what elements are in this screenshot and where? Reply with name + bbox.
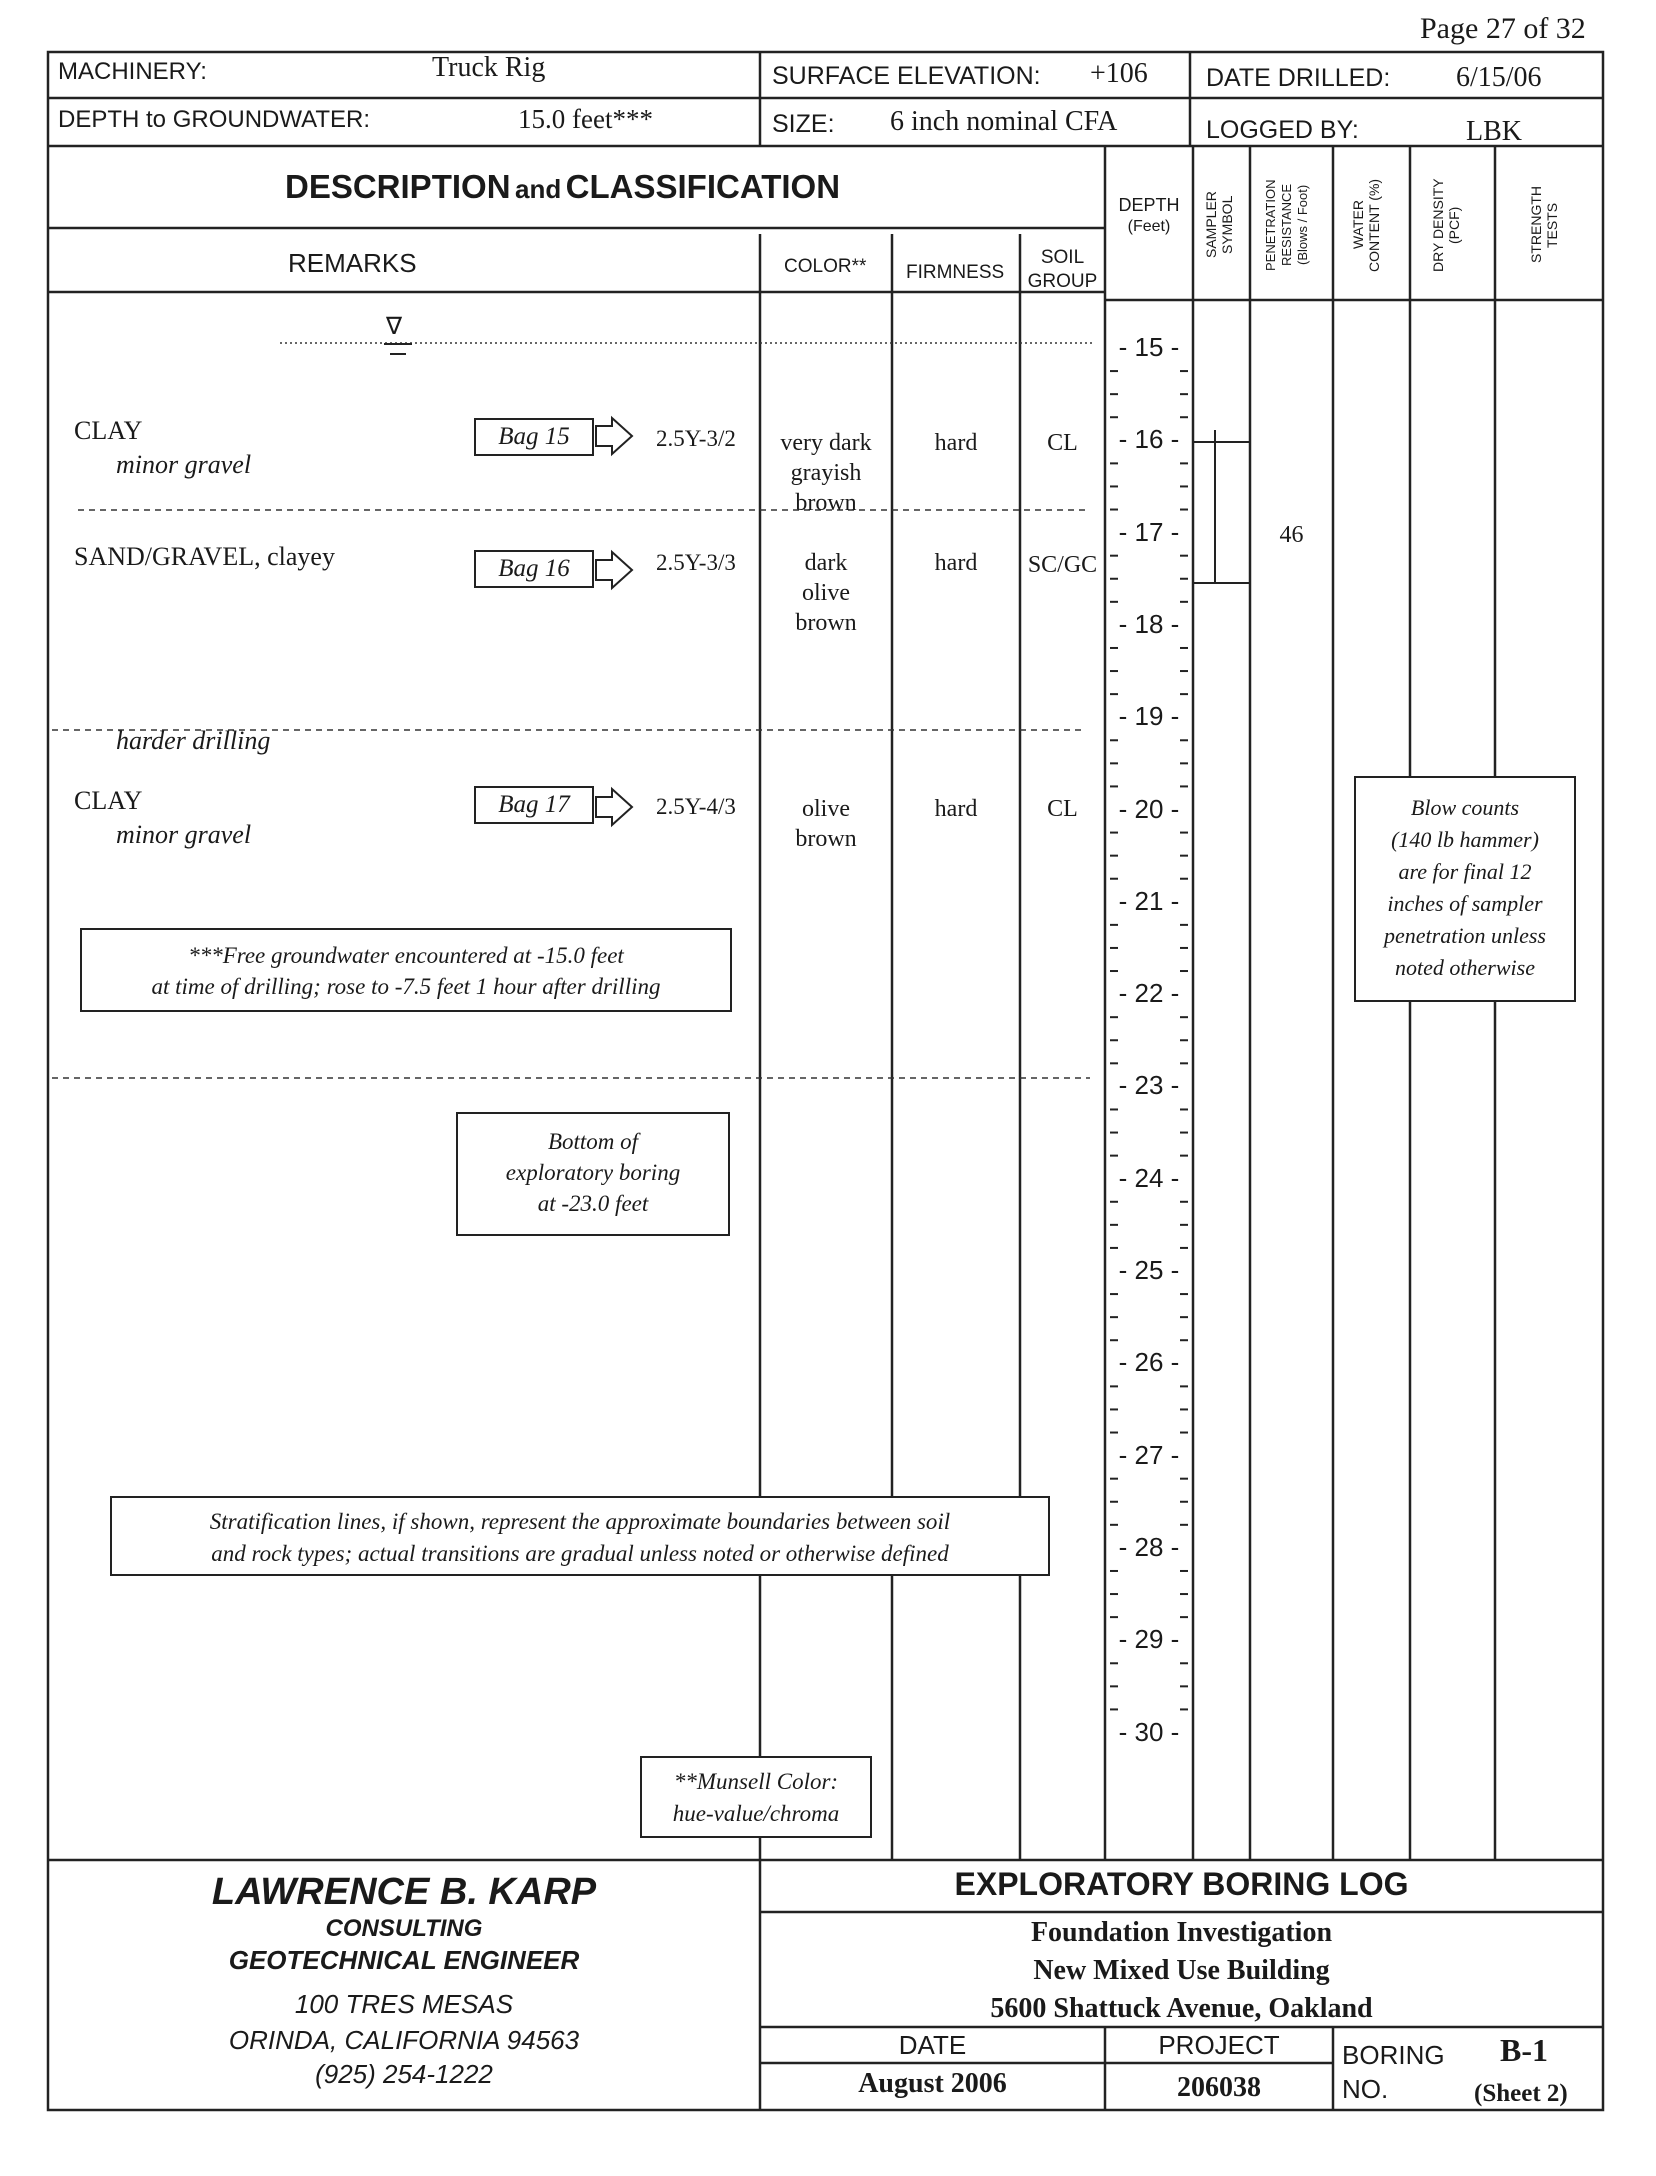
bottom-note-3: at -23.0 feet [537,1191,649,1216]
depth-label-15: - 15 - [1118,332,1180,362]
dry-header-1: DRY DENSITY [1430,178,1446,272]
company-phone: (925) 254-1222 [315,2059,493,2089]
dry-header-2: (PCF) [1446,206,1462,244]
layer-3-color-1: olive [802,796,850,822]
water-header-1: WATER [1350,200,1366,250]
depth-label-27: - 27 - [1118,1439,1180,1470]
depth-header-2: (Feet) [1127,218,1171,235]
depth-label-22: - 22 - [1118,978,1180,1009]
layer-2-color [760,548,892,638]
company-sub-1: CONSULTING [325,1915,483,1942]
groundwater-value: 15.0 feet*** [518,104,653,134]
layer-1-color-2: grayish [790,460,862,486]
boring-label [1342,2038,1445,2106]
layer-3-firmness: hard [934,796,978,822]
bag-16-label: Bag 16 [474,550,594,588]
date-label: DATE [898,2030,967,2060]
groundwater-note [80,928,732,1012]
surface-elevation-value: +106 [1090,58,1148,89]
depth-label-17: - 17 - [1118,516,1180,547]
logged-by-value: LBK [1466,116,1522,147]
groundwater-label: DEPTH to GROUNDWATER: [58,106,371,133]
project-number: 206038 [1177,2072,1261,2103]
project-label: PROJECT [1158,2030,1280,2060]
depth-label-23: - 23 - [1118,1070,1180,1101]
layer-1-color-3: brown [795,490,857,516]
color-header: COLOR** [784,256,867,277]
sampler-header-1: SAMPLER [1203,191,1219,259]
strat-note-2: and rock types; actual transitions are gradual unless noted or otherwise defined [211,1541,949,1566]
layer-1-firmness: hard [934,430,978,456]
layer-1-group: CL [1047,430,1078,456]
blow-note-4: inches of sampler [1387,891,1543,916]
layer-3-name: CLAY [74,786,143,815]
description-title-a: DESCRIPTION [285,168,511,205]
bag-15-label: Bag 15 [474,418,594,456]
log-title: EXPLORATORY BORING LOG [954,1866,1409,1902]
blow-note-2: (140 lb hammer) [1391,827,1539,852]
company-name: LAWRENCE B. KARP [211,1871,597,1913]
blow-note-6: noted otherwise [1395,955,1535,980]
water-header-2: CONTENT (%) [1366,178,1382,272]
blow-note-5: penetration unless [1384,923,1546,948]
depth-label-20: - 20 - [1118,793,1180,824]
layer-2-color-1: dark [804,550,848,576]
groundwater-note-1: ***Free groundwater encountered at -15.0 feet [188,943,624,968]
project-line-2: New Mixed Use Building [1033,1955,1330,1986]
layer-3-color-2: brown [795,826,857,852]
size-label: SIZE: [772,110,835,138]
layer-2-group: SC/GC [1027,552,1098,578]
bottom-of-boring-note [456,1112,730,1236]
layer-2-color-3: brown [795,610,857,636]
munsell-note-2: hue-value/chroma [672,1801,840,1826]
strength-tests-header [1528,160,1568,290]
layer-3-color [760,794,892,854]
depth-label-26: - 26 - [1118,1347,1180,1378]
layer-3-detail: minor gravel [116,820,252,849]
penetration-header-3: (Blows / Foot) [1295,184,1310,266]
depth-label-30: - 30 - [1118,1716,1180,1747]
blow-counts-note [1354,776,1576,1002]
blow-note-3: are for final 12 [1398,859,1532,884]
project-line-3: 5600 Shattuck Avenue, Oakland [990,1993,1373,2024]
depth-label-28: - 28 - [1118,1531,1180,1562]
depth-header [1105,194,1193,238]
surface-elevation-label: SURFACE ELEVATION: [772,62,1041,90]
harder-drilling-note: harder drilling [116,726,271,755]
soil-group-header [1020,246,1105,294]
company-block [48,1870,760,2090]
blow-count-value: 46 [1279,522,1304,548]
sampler-header-2: SYMBOL [1219,195,1235,255]
strength-header-2: TESTS [1544,202,1560,248]
description-title-c: CLASSIFICATION [565,168,841,205]
penetration-header-2: RESISTANCE [1279,183,1294,267]
depth-label-24: - 24 - [1118,1162,1180,1193]
description-title [285,168,840,206]
machinery-value: Truck Rig [432,52,546,83]
soil-group-header-1: SOIL [1040,247,1085,268]
sheet-number: (Sheet 2) [1474,2080,1568,2107]
firmness-header: FIRMNESS [906,262,1005,283]
depth-label-21: - 21 - [1118,885,1180,916]
bottom-note-1: Bottom of [547,1129,639,1154]
layer-3-munsell: 2.5Y-4/3 [656,794,736,819]
company-sub-2: GEOTECHNICAL ENGINEER [228,1945,580,1975]
machinery-label: MACHINERY: [58,58,207,85]
sampler-header [1203,160,1239,290]
depth-label-29: - 29 - [1118,1624,1180,1655]
description-title-b: and [514,174,562,204]
water-content-header [1350,160,1390,290]
date-drilled-value: 6/15/06 [1456,62,1542,93]
munsell-note [640,1756,872,1838]
project-description [760,1912,1603,2028]
layer-1-detail: minor gravel [116,450,252,479]
dry-density-header [1430,160,1470,290]
layer-2-name: SAND/GRAVEL, clayey [74,542,335,571]
layer-2-color-2: olive [802,580,850,606]
depth-label-18: - 18 - [1118,608,1180,639]
bag-17-label: Bag 17 [474,786,594,824]
boring-label-2: NO. [1342,2074,1389,2104]
soil-group-header-2: GROUP [1027,271,1098,292]
date-drilled-label: DATE DRILLED: [1206,64,1391,92]
strat-note-1: Stratification lines, if shown, represent the approximate boundaries between soil [209,1509,951,1534]
layer-2-firmness: hard [934,550,978,576]
blow-note-1: Blow counts [1410,795,1520,820]
date-value: August 2006 [858,2068,1007,2099]
depth-label-25: - 25 - [1118,1255,1180,1285]
boring-number: B-1 [1500,2032,1548,2068]
remarks-header: REMARKS [288,248,417,278]
penetration-header [1263,158,1319,292]
size-value: 6 inch nominal CFA [890,106,1118,137]
bottom-note-2: exploratory boring [505,1160,681,1185]
layer-1-color [760,428,892,518]
logged-by-label: LOGGED BY: [1206,116,1359,144]
layer-3-group: CL [1047,796,1078,822]
strength-header-1: STRENGTH [1528,186,1544,264]
boring-label-1: BORING [1342,2040,1445,2070]
groundwater-note-2: at time of drilling; rose to -7.5 feet 1 hour after drilling [151,974,661,999]
water-level-icon: ∇ [386,313,403,340]
munsell-note-1: **Munsell Color: [673,1769,839,1794]
layer-2-munsell: 2.5Y-3/3 [656,550,736,575]
stratification-note [110,1496,1050,1576]
company-address-2: ORINDA, CALIFORNIA 94563 [228,2025,580,2055]
page-number: Page 27 of 32 [1420,12,1586,45]
depth-header-1: DEPTH [1118,195,1180,215]
project-line-1: Foundation Investigation [1030,1917,1333,1948]
depth-label-16: - 16 - [1118,424,1180,455]
layer-1-name: CLAY [74,416,143,445]
layer-1-color-1: very dark [780,430,872,456]
company-address-1: 100 TRES MESAS [294,1989,514,2019]
layer-1-munsell: 2.5Y-3/2 [656,426,736,451]
depth-label-19: - 19 - [1118,701,1180,732]
penetration-header-1: PENETRATION [1263,179,1278,271]
